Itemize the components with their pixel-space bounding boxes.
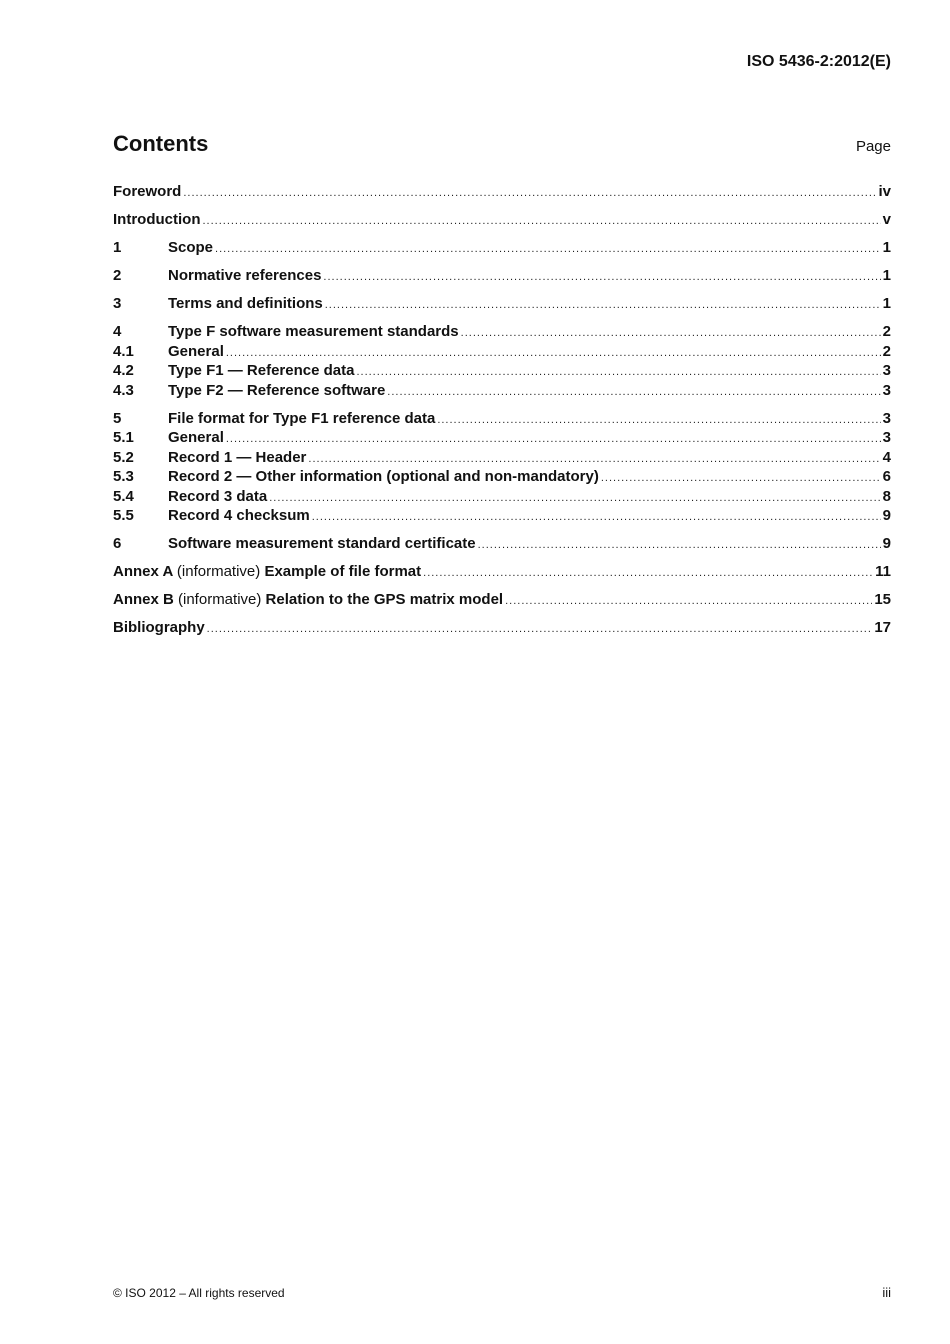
toc-number: 4.3 bbox=[113, 381, 134, 399]
toc-page: 6 bbox=[882, 468, 891, 485]
toc-entry-bibliography[interactable] bbox=[113, 618, 891, 638]
toc-leader-dots bbox=[601, 469, 881, 489]
toc-entry-introduction[interactable] bbox=[113, 210, 891, 230]
toc-page: 3 bbox=[882, 362, 891, 379]
toc-number: 5.2 bbox=[113, 448, 134, 466]
toc-number: 1 bbox=[113, 239, 122, 256]
toc-leader-dots bbox=[505, 592, 872, 612]
toc-entry-5-4[interactable] bbox=[113, 487, 891, 507]
toc-leader-dots bbox=[461, 324, 881, 344]
annex-qualifier: (informative) bbox=[178, 591, 262, 608]
toc-title: File format for Type F1 reference data bbox=[168, 409, 436, 427]
toc-leader-dots bbox=[437, 411, 880, 431]
toc-number: 5.4 bbox=[113, 487, 134, 505]
toc-title: Record 2 — Other information (optional and non-mandatory) bbox=[168, 468, 599, 485]
toc-page: 3 bbox=[882, 429, 891, 446]
toc-leader-dots bbox=[387, 383, 880, 403]
toc-title: Type F1 — Reference data bbox=[168, 362, 355, 379]
toc-title: Normative references bbox=[168, 267, 322, 284]
toc-title bbox=[113, 562, 421, 582]
toc-page: 1 bbox=[882, 267, 891, 284]
toc-page: 1 bbox=[882, 239, 891, 256]
toc-page: v bbox=[882, 211, 891, 228]
toc-entry-5-3[interactable] bbox=[113, 467, 891, 487]
toc-leader-dots bbox=[183, 184, 876, 204]
footer-page-number: iii bbox=[882, 1285, 891, 1300]
toc-entry-5-5[interactable] bbox=[113, 506, 891, 526]
toc-page: 1 bbox=[882, 295, 891, 312]
toc-title: Record 4 checksum bbox=[168, 507, 310, 524]
toc-entry-5[interactable] bbox=[113, 409, 891, 429]
toc-entry-6[interactable] bbox=[113, 534, 891, 554]
toc-leader-dots bbox=[226, 430, 881, 450]
toc-page: iv bbox=[878, 183, 891, 200]
toc-title: Record 1 — Header bbox=[168, 448, 307, 466]
toc-page: 2 bbox=[882, 342, 891, 360]
toc-title: Bibliography bbox=[113, 619, 205, 636]
toc-entry-3[interactable] bbox=[113, 294, 891, 314]
toc-number: 4 bbox=[113, 323, 122, 340]
toc-page: 15 bbox=[874, 591, 891, 608]
toc-entry-1[interactable] bbox=[113, 238, 891, 258]
toc-title: Software measurement standard certificate bbox=[168, 535, 476, 552]
toc-entry-4-2[interactable] bbox=[113, 361, 891, 381]
toc-title bbox=[113, 590, 503, 610]
toc-number: 5.3 bbox=[113, 468, 134, 485]
page-column-label: Page bbox=[855, 138, 891, 155]
toc-page: 2 bbox=[882, 323, 891, 340]
toc-title: Type F software measurement standards bbox=[168, 323, 459, 340]
toc-leader-dots bbox=[215, 240, 881, 260]
toc-number: 5 bbox=[113, 409, 122, 427]
toc-number: 3 bbox=[113, 295, 122, 312]
toc-entry-foreword[interactable] bbox=[113, 182, 891, 202]
toc-leader-dots bbox=[312, 508, 881, 528]
contents-heading: Contents bbox=[113, 131, 209, 156]
toc-title: Foreword bbox=[113, 183, 182, 200]
toc-number: 4.1 bbox=[113, 342, 134, 360]
toc-number: 6 bbox=[113, 535, 122, 552]
toc-leader-dots bbox=[325, 296, 881, 316]
toc-leader-dots bbox=[356, 363, 880, 383]
toc-title: Record 3 data bbox=[168, 487, 268, 505]
toc-page: 9 bbox=[882, 535, 891, 552]
toc-page: 4 bbox=[882, 448, 891, 466]
toc-number: 5.5 bbox=[113, 507, 134, 524]
toc-entry-4-1[interactable] bbox=[113, 342, 891, 362]
annex-qualifier: (informative) bbox=[176, 563, 261, 580]
toc-title: Introduction bbox=[113, 211, 201, 228]
annex-label: Annex B bbox=[113, 591, 174, 608]
toc-leader-dots bbox=[478, 536, 881, 556]
toc-entry-5-2[interactable] bbox=[113, 448, 891, 468]
toc-entry-4-3[interactable] bbox=[113, 381, 891, 401]
toc-page: 17 bbox=[874, 619, 891, 636]
toc-title: Type F2 — Reference software bbox=[168, 381, 386, 399]
toc-leader-dots bbox=[269, 489, 880, 509]
toc-number: 5.1 bbox=[113, 429, 134, 446]
toc-leader-dots bbox=[202, 212, 880, 232]
toc-entry-2[interactable] bbox=[113, 266, 891, 286]
toc-title: General bbox=[168, 342, 224, 360]
toc-page: 11 bbox=[875, 563, 891, 580]
footer-copyright: © ISO 2012 – All rights reserved bbox=[113, 1286, 285, 1300]
table-of-contents bbox=[113, 182, 891, 638]
toc-leader-dots bbox=[323, 268, 880, 288]
toc-entry-annex-b[interactable] bbox=[113, 590, 891, 610]
toc-entry-4[interactable] bbox=[113, 322, 891, 342]
toc-title: Scope bbox=[168, 239, 214, 256]
toc-page: 9 bbox=[882, 507, 891, 524]
toc-entry-5-1[interactable] bbox=[113, 428, 891, 448]
annex-title: Relation to the GPS matrix model bbox=[265, 591, 504, 608]
toc-title: Terms and definitions bbox=[168, 295, 323, 312]
annex-label: Annex A bbox=[113, 563, 173, 580]
document-id: ISO 5436-2:2012(E) bbox=[746, 53, 891, 70]
toc-page: 3 bbox=[882, 409, 891, 427]
toc-page: 8 bbox=[882, 487, 891, 505]
toc-title: General bbox=[168, 429, 224, 446]
toc-number: 2 bbox=[113, 267, 122, 284]
toc-leader-dots bbox=[207, 620, 873, 640]
toc-page: 3 bbox=[882, 381, 891, 399]
toc-leader-dots bbox=[423, 564, 873, 584]
annex-title: Example of file format bbox=[264, 563, 422, 580]
toc-entry-annex-a[interactable] bbox=[113, 562, 891, 582]
toc-number: 4.2 bbox=[113, 362, 134, 379]
